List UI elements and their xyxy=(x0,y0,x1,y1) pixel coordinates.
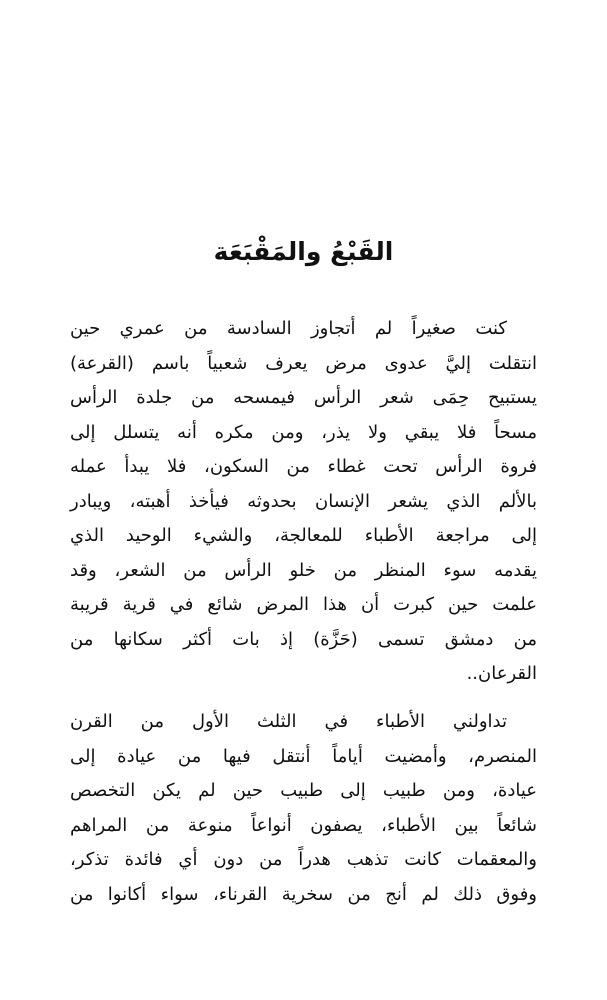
text-line: وفوق ذلك لم أنج من سخرية القرناء، سواء أكانوا من xyxy=(70,883,537,905)
text-line: يستبيح حِمَى شعر الرأس فيمسحه من جلدة الرأس xyxy=(70,387,537,408)
text-line: بالألم الذي يشعر الإنسان بحدوثه فيأخذ أهبته، ويبادر xyxy=(70,490,537,512)
text-line: يقدمه سوء المنظر من خلو الرأس من الشعر، وقد xyxy=(70,559,537,581)
text-line: والمعقمات كانت تذهب هدراً من دون أي فائدة تذكر، xyxy=(70,849,537,870)
text-line: علمت حين كبرت أن هذا المرض شائع في قرية قريبة xyxy=(70,594,537,615)
text-line: شائعاً بين الأطباء، يصفون أنواعاً منوعة من المراهم xyxy=(70,814,537,836)
text-line: كنت صغيراً لم أتجاوز السادسة من عمري حين xyxy=(70,318,507,339)
text-line: القرعان.. xyxy=(466,663,537,684)
paragraph-1 xyxy=(70,312,537,692)
chapter-title: القَبْعُ والمَقْبَعَة xyxy=(213,237,394,266)
text-line: فروة الرأس تحت غطاء من السكون، فلا يبدأ عمله xyxy=(70,456,537,477)
text-line: تداولني الأطباء في الثلث الأول من القرن xyxy=(70,711,507,732)
text-line: عيادة، ومن طبيب إلى طبيب حين لم يكن التخصص xyxy=(70,780,537,801)
text-line: مسحاً فلا يبقي ولا يذر، ومن مكره أنه يتسلل إلى xyxy=(70,421,537,443)
text-line: من دمشق تسمى (حَزَّة) إذ بات أكثر سكانها من xyxy=(70,628,537,650)
text-line: المنصرم، وأمضيت أياماً أنتقل فيها من عيادة إلى xyxy=(70,745,537,767)
text-line: انتقلت إليَّ عدوى مرض يعرف شعبياً باسم (القرعة) xyxy=(70,352,537,374)
text-line: إلى مراجعة الأطباء للمعالجة، والشيء الوحيد الذي xyxy=(70,525,537,546)
paragraph-2 xyxy=(70,705,537,912)
